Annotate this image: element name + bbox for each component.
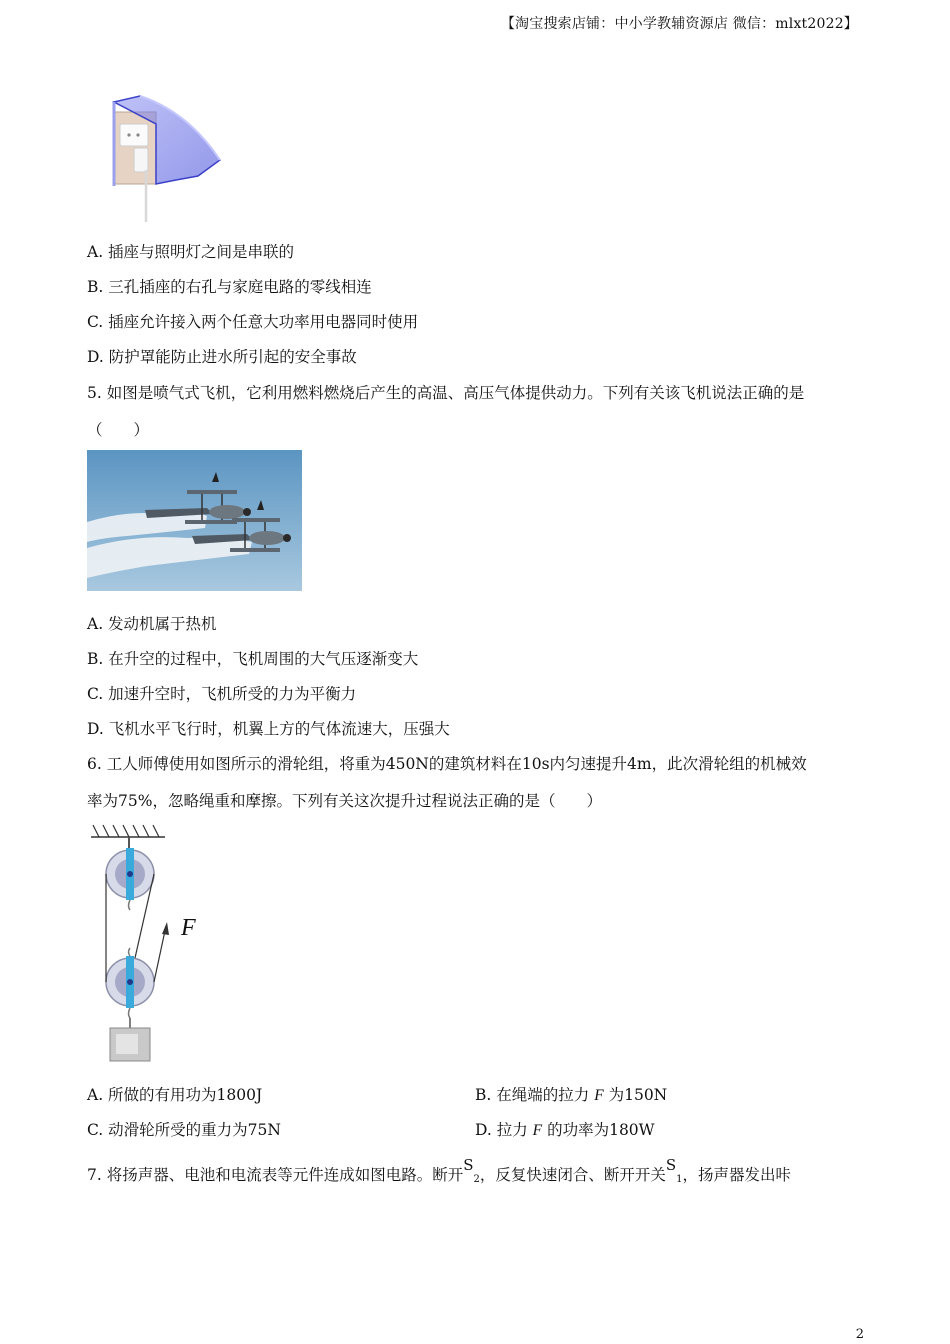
q4-option-c: C. 插座允许接入两个任意大功率用电器同时使用 (87, 313, 419, 331)
movable-pulley (106, 956, 154, 1008)
q7-switch-s1: S (665, 1156, 677, 1174)
q6-option-c: C. 动滑轮所受的重力为75N (87, 1121, 281, 1139)
socket-cover-figure (100, 90, 230, 225)
page-number: 2 (855, 1327, 864, 1342)
q6-option-d-var: F (532, 1122, 543, 1139)
q6-stem-line1: 6. 工人师傅使用如图所示的滑轮组，将重为450N的建筑材料在10s内匀速提升4m，此次滑轮组的机械效 (87, 755, 807, 773)
q6-stem-line2: 率为75%，忽略绳重和摩擦。下列有关这次提升过程说法正确的是（ ） (87, 792, 602, 810)
q4-option-a: A. 插座与照明灯之间是串联的 (87, 243, 295, 261)
q7-switch-s2-sub: 2 (473, 1174, 480, 1185)
q4-option-b: B. 三孔插座的右孔与家庭电路的零线相连 (87, 278, 372, 296)
ceiling-hatch (91, 825, 165, 837)
q7-stem (87, 1156, 792, 1185)
q5-option-c: C. 加速升空时，飞机所受的力为平衡力 (87, 685, 357, 703)
q6-option-d-text: D. 拉力 (475, 1121, 528, 1139)
q6-option-d (475, 1118, 655, 1140)
airplane-photo (87, 450, 302, 591)
q5-option-d: D. 飞机水平飞行时，机翼上方的气体流速大，压强大 (87, 720, 450, 738)
q6-option-d-tail: 的功率为180W (547, 1121, 655, 1139)
q7-text-2: ，反复快速闭合、断开开关 (479, 1166, 666, 1184)
q7-switch-s1-sub: 1 (676, 1174, 683, 1185)
q6-option-b-text: B. 在绳端的拉力 (475, 1086, 590, 1104)
q7-switch-s2: S (463, 1156, 474, 1174)
q6-option-b-var: F (594, 1087, 604, 1104)
q6-option-b-tail: 为150N (608, 1086, 668, 1104)
q4-option-d: D. 防护罩能防止进水所引起的安全事故 (87, 348, 357, 366)
q5-option-b: B. 在升空的过程中，飞机周围的大气压逐渐变大 (87, 650, 419, 668)
q7-text-3: ，扬声器发出咔 (682, 1166, 792, 1184)
pulley-force-label: F (181, 915, 196, 941)
q5-paren: （ ） (87, 421, 150, 439)
pulley-figure (85, 822, 215, 1067)
q7-text-1: 7. 将扬声器、电池和电流表等元件连成如图电路。断开 (87, 1166, 464, 1184)
fixed-pulley (106, 848, 154, 900)
weight-block (110, 1028, 150, 1061)
q6-option-a: A. 所做的有用功为1800J (87, 1086, 263, 1104)
page-header: 【淘宝搜索店铺：中小学教辅资源店 微信：mlxt2022】 (500, 16, 858, 32)
q5-stem: 5. 如图是喷气式飞机，它利用燃料燃烧后产生的高温、高压气体提供动力。下列有关该飞机说法正确的是 (87, 384, 805, 402)
q6-option-b (475, 1083, 667, 1105)
q5-option-a: A. 发动机属于热机 (87, 615, 217, 633)
